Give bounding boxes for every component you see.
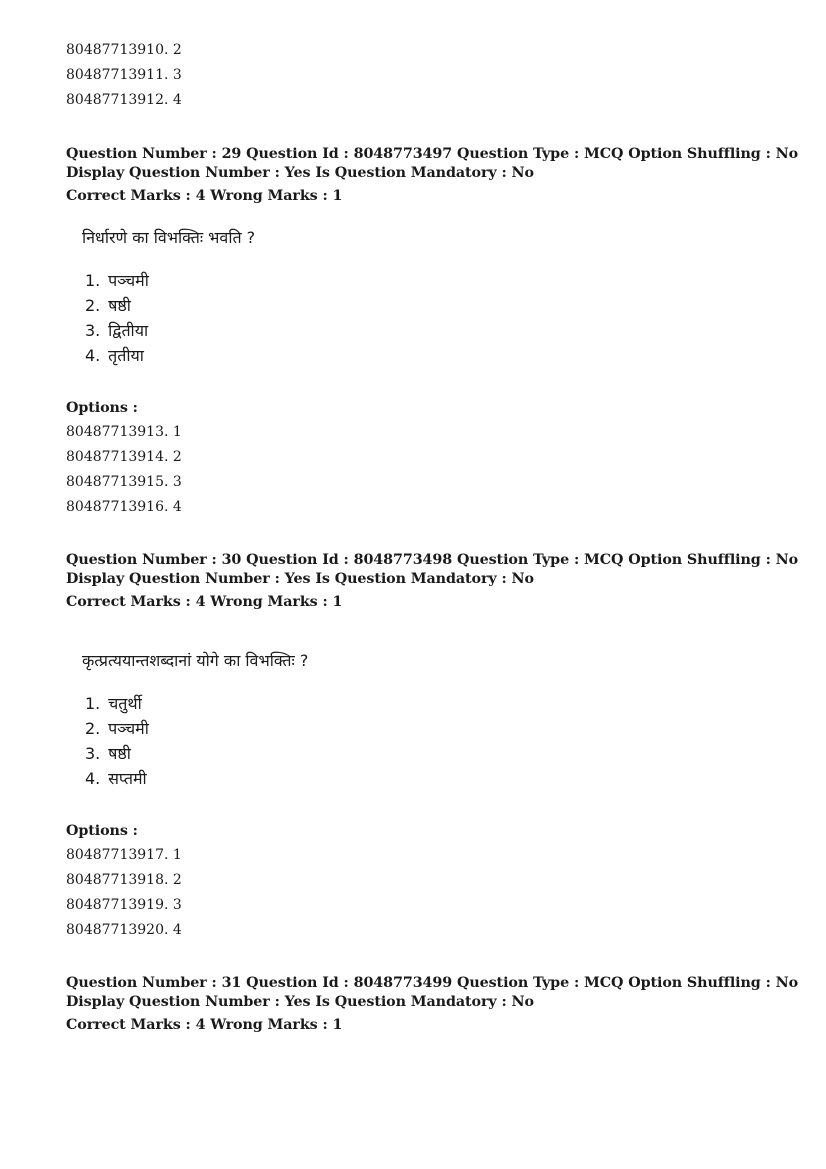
option-line: 80487713911. 3: [66, 67, 182, 83]
question-text: कृत्प्रत्ययान्तशब्दानां योगे का विभक्तिः ?: [82, 651, 309, 670]
marks-line: Correct Marks : 4 Wrong Marks : 1: [66, 594, 343, 610]
choice-item: 3. षष्ठी: [85, 744, 131, 763]
question-header: Display Question Number : Yes Is Question Mandatory : No: [66, 165, 534, 181]
option-line: 80487713910. 2: [66, 42, 182, 58]
marks-line: Correct Marks : 4 Wrong Marks : 1: [66, 188, 343, 204]
question-text: निर्धारणे का विभक्तिः भवति ?: [82, 228, 256, 247]
option-line: 80487713917. 1: [66, 847, 182, 863]
option-line: 80487713912. 4: [66, 92, 182, 108]
option-line: 80487713920. 4: [66, 922, 182, 938]
choice-item: 2. षष्ठी: [85, 296, 131, 315]
option-line: 80487713916. 4: [66, 499, 182, 515]
choice-item: 1. पञ्चमी: [85, 271, 149, 290]
options-label: Options :: [66, 823, 138, 839]
marks-line: Correct Marks : 4 Wrong Marks : 1: [66, 1017, 343, 1033]
question-header: Question Number : 29 Question Id : 8048773497 Question Type : MCQ Option Shuffling : No: [66, 146, 799, 162]
options-label: Options :: [66, 400, 138, 416]
question-header: Display Question Number : Yes Is Question Mandatory : No: [66, 571, 534, 587]
option-line: 80487713913. 1: [66, 424, 182, 440]
choice-item: 4. तृतीया: [85, 346, 144, 365]
option-line: 80487713915. 3: [66, 474, 182, 490]
choice-item: 3. द्वितीया: [85, 321, 149, 340]
question-header: Display Question Number : Yes Is Question Mandatory : No: [66, 994, 534, 1010]
choice-item: 1. चतुर्थी: [85, 694, 142, 713]
option-line: 80487713914. 2: [66, 449, 182, 465]
question-header: Question Number : 30 Question Id : 8048773498 Question Type : MCQ Option Shuffling : No: [66, 552, 799, 568]
choice-item: 2. पञ्चमी: [85, 719, 149, 738]
choice-item: 4. सप्तमी: [85, 769, 147, 788]
question-header: Question Number : 31 Question Id : 8048773499 Question Type : MCQ Option Shuffling : No: [66, 975, 799, 991]
option-line: 80487713919. 3: [66, 897, 182, 913]
option-line: 80487713918. 2: [66, 872, 182, 888]
